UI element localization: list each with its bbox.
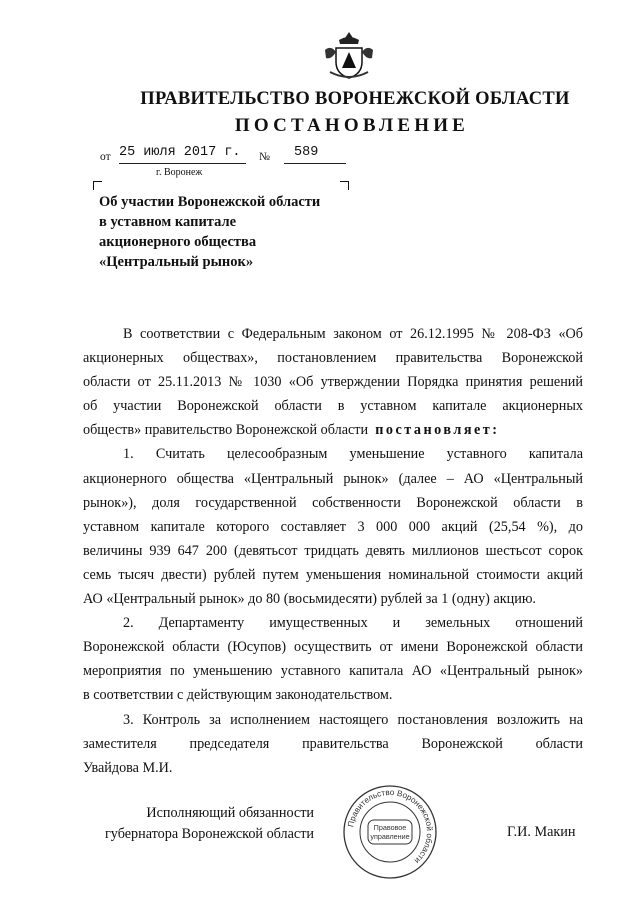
subject-line: «Центральный рынок» [99, 254, 254, 270]
body-line: Воронежской области (Юсупов) осуществить от имени Воронежской области [83, 639, 583, 656]
body-line: семь тысяч двести) рублей путем уменьшения номинальной стоимости акций [83, 566, 583, 583]
date-prefix: от [100, 151, 111, 163]
stamp-ring-text: Правительство Воронежской области [346, 787, 435, 866]
subject-line: Об участии Воронежской области [99, 194, 321, 210]
resolution-keyword: постановляет: [375, 422, 500, 439]
body-line: уставном капитале которого составляет 3 000 000 акций (25,54 %), до [83, 518, 583, 535]
subject-line: акционерного общества [99, 234, 257, 250]
subject-line: в уставном капитале [99, 214, 237, 230]
body-line: об участии Воронежской области в уставном капитале акционерных [83, 398, 583, 415]
body-line: акционерных обществах», постановлением правительства Воронежской [83, 350, 583, 367]
stamp-center-line: Правовое [373, 823, 407, 832]
corner-bracket-left [93, 181, 102, 190]
document-body [83, 322, 583, 780]
stamp-center-line: управление [370, 832, 410, 841]
document-subject [99, 192, 320, 272]
body-line [83, 418, 583, 442]
body-line: В соответствии с Федеральным законом от 26.12.1995 № 208-ФЗ «Об [123, 326, 583, 342]
body-line: акционерного общества «Центральный рынок» (далее – АО «Центральный [83, 470, 583, 487]
document-date: 25 июля 2017 г. [119, 145, 246, 164]
number-prefix: № [259, 151, 270, 163]
body-line: рынок»), доля государственной собственности Воронежской области в [83, 494, 583, 511]
corner-bracket-right [340, 181, 349, 190]
body-line: Увайдова М.И. [83, 759, 173, 776]
government-title: ПРАВИТЕЛЬСТВО ВОРОНЕЖСКОЙ ОБЛАСТИ [140, 89, 570, 109]
signatory-title-line: губернатора Воронежской области [104, 826, 314, 842]
body-line: 3. Контроль за исполнением настоящего постановления возложить на [123, 711, 583, 728]
body-line: 1. Считать целесообразным уменьшение уставного капитала [123, 446, 583, 463]
signatory-title-line: Исполняющий обязанности [146, 805, 314, 821]
body-line: величины 939 647 200 (девятьсот тридцать девять миллионов шестьсот сорок [83, 542, 583, 559]
body-line: в соответствии с действующим законодательством. [83, 687, 393, 704]
body-line: области от 25.11.2013 № 1030 «Об утверждении Порядка принятия решений [83, 374, 583, 391]
signatory-name: Г.И. Макин [507, 824, 576, 840]
body-line: мероприятия по уменьшению уставного капитала АО «Центральный рынок» [83, 663, 583, 680]
coat-of-arms-icon [322, 28, 376, 82]
official-stamp [341, 783, 439, 881]
body-line: заместителя председателя правительства Воронежской области [83, 735, 583, 752]
signatory-title [60, 803, 314, 845]
body-line: 2. Департаменту имущественных и земельных отношений [123, 615, 583, 632]
body-text: обществ» правительство Воронежской области [83, 422, 369, 439]
document-type: ПОСТАНОВЛЕНИЕ [234, 115, 470, 136]
document-number: 589 [284, 145, 346, 164]
body-line: АО «Центральный рынок» до 80 (восьмидесяти) рублей за 1 (одну) акцию. [83, 591, 536, 608]
city-label: г. Воронеж [156, 167, 203, 178]
